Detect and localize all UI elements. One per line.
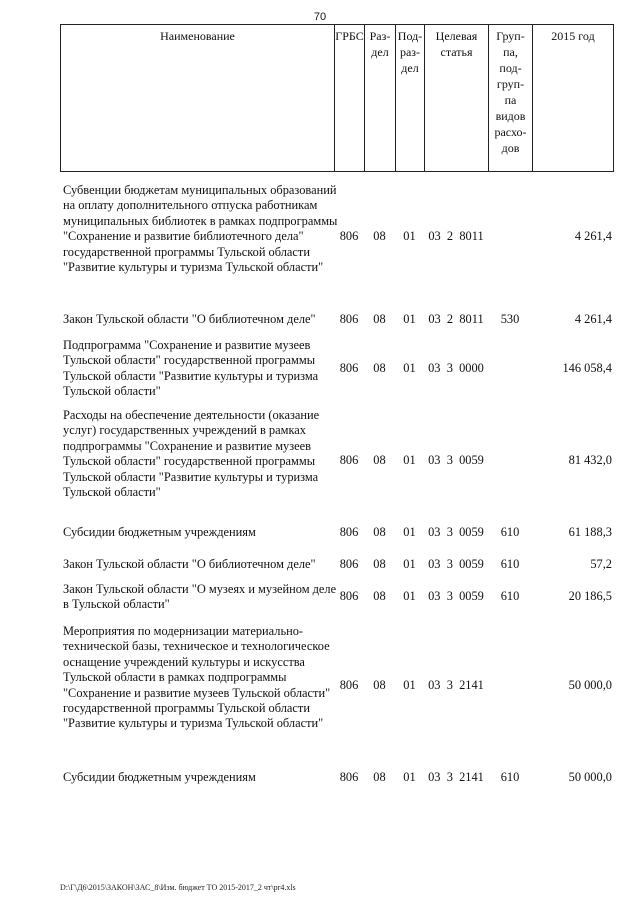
row-podrazdel: 01 xyxy=(403,361,416,375)
row-amount: 50 000,0 xyxy=(568,678,612,692)
row-razdel: 08 xyxy=(373,312,386,326)
row-name: Закон Тульской области "О библиотечном деле" xyxy=(63,557,316,571)
row-name: Субсидии бюджетным учреждениям xyxy=(63,525,256,539)
row-podrazdel: 01 xyxy=(403,453,416,467)
row-group: 610 xyxy=(500,525,520,539)
row-amount: 57,2 xyxy=(590,557,612,571)
row-target: 03 3 0059 xyxy=(428,453,484,467)
row-amount: 20 186,5 xyxy=(568,589,612,603)
row-grbs: 806 xyxy=(339,678,359,692)
header-name: Наименование xyxy=(61,25,335,171)
header-podrazdel: Под- раз- дел xyxy=(396,25,425,171)
row-podrazdel: 01 xyxy=(403,589,416,603)
row-grbs: 806 xyxy=(339,557,359,571)
row-group: 610 xyxy=(500,589,520,603)
row-target: 03 3 0059 xyxy=(428,589,484,603)
row-target: 03 3 0000 xyxy=(428,361,484,375)
row-target: 03 2 8011 xyxy=(428,229,484,243)
row-grbs: 806 xyxy=(339,229,359,243)
row-razdel: 08 xyxy=(373,557,386,571)
row-name: Субвенции бюджетам муниципальных образований на оплату дополнительного отпуска работникам муниципальных библиотек в рамках подпрограммы "Сохранение и развитие библиотечного дела" государственной программы Тульской области "Развитие культуры и туризма Тульской области" xyxy=(63,183,338,275)
row-grbs: 806 xyxy=(339,770,359,784)
header-target: Целевая статья xyxy=(425,25,489,171)
row-razdel: 08 xyxy=(373,678,386,692)
row-group: 610 xyxy=(500,557,520,571)
row-name: Расходы на обеспечение деятельности (оказание услуг) государственных учреждений в рамках подпрограммы "Сохранение и развитие музеев Тульской области" государственной программы Тульской области "Развитие культуры и туризма Тульской области" xyxy=(63,408,320,500)
row-amount: 146 058,4 xyxy=(562,361,612,375)
row-name: Закон Тульской области "О библиотечном деле" xyxy=(63,312,316,326)
row-group: 530 xyxy=(500,312,520,326)
row-amount: 50 000,0 xyxy=(568,770,612,784)
row-podrazdel: 01 xyxy=(403,770,416,784)
page-number: 70 xyxy=(313,11,327,23)
row-amount: 61 188,3 xyxy=(568,525,612,539)
row-grbs: 806 xyxy=(339,361,359,375)
header-year: 2015 год xyxy=(551,29,595,43)
row-target: 03 3 0059 xyxy=(428,525,484,539)
row-target: 03 3 2141 xyxy=(428,678,484,692)
row-grbs: 806 xyxy=(339,589,359,603)
row-podrazdel: 01 xyxy=(403,678,416,692)
row-amount: 4 261,4 xyxy=(574,229,612,243)
row-name: Закон Тульской области "О музеях и музейном деле в Тульской области" xyxy=(63,582,337,612)
row-razdel: 08 xyxy=(373,453,386,467)
row-razdel: 08 xyxy=(373,525,386,539)
row-podrazdel: 01 xyxy=(403,525,416,539)
row-target: 03 3 0059 xyxy=(428,557,484,571)
row-target: 03 2 8011 xyxy=(428,312,484,326)
row-name: Подпрограмма "Сохранение и развитие музеев Тульской области" государственной программы Тульской области "Развитие культуры и туризма Тульской области" xyxy=(63,338,319,399)
row-grbs: 806 xyxy=(339,312,359,326)
row-podrazdel: 01 xyxy=(403,312,416,326)
row-razdel: 08 xyxy=(373,361,386,375)
row-name: Мероприятия по модернизации материально-технической базы, техническое и технологическое оснащение учреждений культуры и искусства Тульской области в рамках подпрограммы "Сохранение и развитие музеев Тульской области" государственной программы Тульской области "Развитие культуры и туризма Тульской области" xyxy=(63,624,331,731)
row-razdel: 08 xyxy=(373,770,386,784)
row-razdel: 08 xyxy=(373,229,386,243)
row-grbs: 806 xyxy=(339,453,359,467)
row-name: Субсидии бюджетным учреждениям xyxy=(63,770,256,784)
row-amount: 81 432,0 xyxy=(568,453,612,467)
row-razdel: 08 xyxy=(373,589,386,603)
row-group: 610 xyxy=(500,770,520,784)
row-podrazdel: 01 xyxy=(403,229,416,243)
row-podrazdel: 01 xyxy=(403,557,416,571)
header-group: Груп- па, под- груп- па видов расхо- дов xyxy=(489,25,533,171)
row-grbs: 806 xyxy=(339,525,359,539)
table-header xyxy=(60,24,614,172)
footer-file-path: D:\Г\Д6\2015\ЗАКОН\ЗАС_8\Изм. бюджет ТО 2015-2017_2 чт\pr4.xls xyxy=(60,883,296,892)
header-razdel: Раз- дел xyxy=(365,25,396,171)
header-grbs: ГРБС xyxy=(335,25,365,171)
row-target: 03 3 2141 xyxy=(428,770,484,784)
row-amount: 4 261,4 xyxy=(574,312,612,326)
